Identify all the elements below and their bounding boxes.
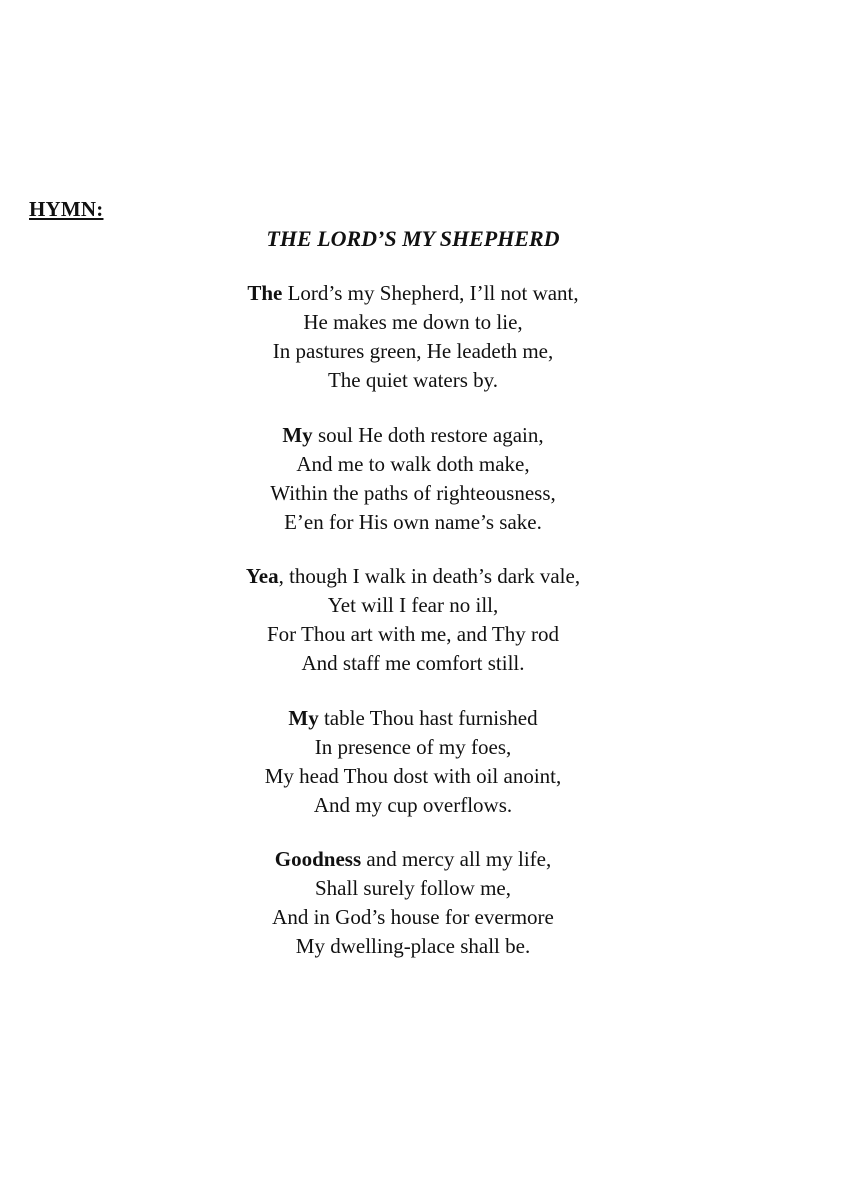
- verse-line: In presence of my foes,: [314, 734, 512, 759]
- verse-line: In pastures green, He leadeth me,: [272, 339, 554, 363]
- verse-3: [0, 562, 826, 678]
- verse-1: [0, 279, 826, 395]
- verse-line: [0, 421, 826, 450]
- verse-first-word: My: [288, 705, 319, 730]
- hymn-verses: [0, 279, 826, 987]
- verse-line: [0, 562, 826, 591]
- verse-line: He makes me down to lie,: [303, 310, 523, 334]
- verse-line-text: , though I walk in death’s dark vale,: [278, 564, 581, 588]
- section-heading: HYMN:: [29, 197, 104, 221]
- verse-line-text: and mercy all my life,: [361, 847, 552, 871]
- verse-2: [0, 421, 826, 537]
- verse-line-text: table Thou hast furnished: [318, 705, 538, 730]
- verse-4: [0, 704, 826, 820]
- verse-line: And in God’s house for evermore: [272, 905, 554, 929]
- verse-line: For Thou art with me, and Thy rod: [266, 622, 560, 646]
- verse-line: Shall surely follow me,: [315, 876, 511, 900]
- verse-first-word: My: [282, 422, 313, 447]
- verse-first-word: The: [247, 281, 283, 305]
- verse-line: Yet will I fear no ill,: [327, 593, 499, 617]
- verse-line: E’en for His own name’s sake.: [284, 509, 542, 534]
- verse-first-word: Yea: [245, 564, 279, 588]
- verse-line: [0, 704, 826, 733]
- verse-line-text: Lord’s my Shepherd, I’ll not want,: [282, 281, 579, 305]
- hymn-title: THE LORD’S MY SHEPHERD: [266, 226, 560, 251]
- verse-line: [0, 279, 826, 308]
- verse-line-text: soul He doth restore again,: [312, 422, 544, 447]
- verse-line: My head Thou dost with oil anoint,: [264, 763, 562, 788]
- verse-line: The quiet waters by.: [327, 368, 499, 392]
- verse-first-word: Goodness: [274, 847, 362, 871]
- verse-line: And staff me comfort still.: [301, 651, 525, 675]
- verse-line: My dwelling-place shall be.: [295, 934, 531, 958]
- verse-line: And me to walk doth make,: [296, 451, 530, 476]
- verse-5: [0, 845, 826, 961]
- verse-line: And my cup overflows.: [313, 792, 513, 817]
- verse-line: Within the paths of righteousness,: [270, 480, 556, 505]
- verse-line: [0, 845, 826, 874]
